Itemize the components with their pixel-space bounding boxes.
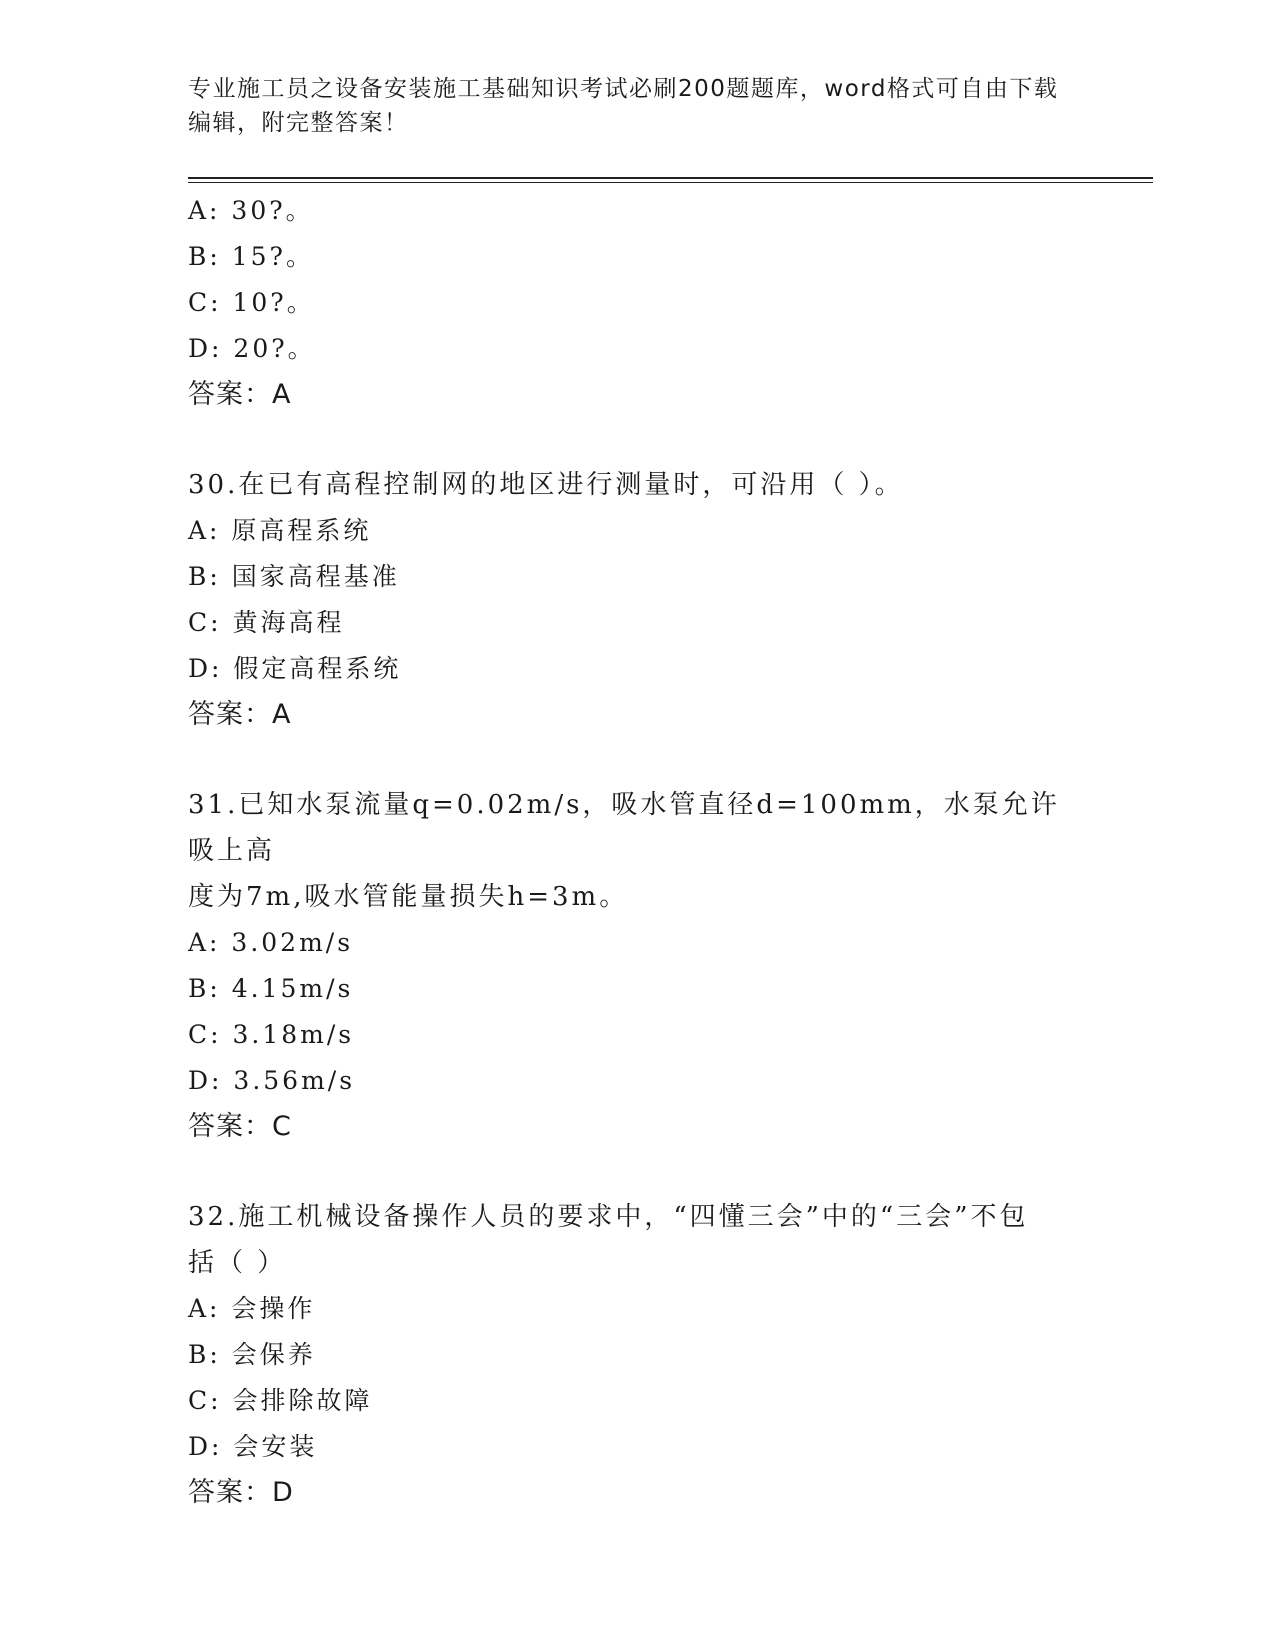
question-stem-line-1: 31.已知水泵流量q=0.02m/s，吸水管直径d=100mm，水泵允许吸上高 [188, 790, 1060, 866]
question-block-32 [188, 1194, 1088, 1516]
question-stem-line-1: 32.施工机械设备操作人员的要求中，“四懂三会”中的“三会”不包 [188, 1202, 1029, 1232]
answer-label: 答案：A [188, 699, 292, 730]
option-d: D: 假定高程系统 [188, 654, 402, 683]
question-list [188, 188, 1088, 1516]
option-c: C: 10?。 [188, 288, 315, 317]
question-block-30 [188, 462, 1088, 738]
question-block-31 [188, 782, 1088, 1150]
option-c: C: 3.18m/s [188, 1020, 355, 1049]
option-b: B: 国家高程基准 [188, 562, 400, 591]
question-stem: 30.在已有高程控制网的地区进行测量时，可沿用（ ）。 [188, 470, 904, 500]
option-b: B: 15?。 [188, 242, 314, 271]
spacer [188, 1150, 1088, 1194]
document-header [188, 72, 1068, 140]
option-b: B: 4.15m/s [188, 974, 354, 1003]
question-stem-line-2: 度为7m,吸水管能量损失h=3m。 [188, 882, 629, 912]
header-title-line-2: 编辑，附完整答案！ [188, 110, 409, 136]
option-b: B: 会保养 [188, 1340, 316, 1369]
answer-label: 答案：C [188, 1111, 292, 1142]
header-title-line-1: 专业施工员之设备安装施工基础知识考试必刷200题题库，word格式可自由下载 [188, 76, 1059, 102]
option-a: A: 30?。 [188, 196, 314, 225]
answer-label: 答案：D [188, 1477, 294, 1508]
option-a: A: 会操作 [188, 1294, 316, 1323]
option-d: D: 20?。 [188, 334, 316, 363]
option-d: D: 会安装 [188, 1432, 318, 1461]
answer-label: 答案：A [188, 379, 292, 410]
option-d: D: 3.56m/s [188, 1066, 356, 1095]
option-c: C: 黄海高程 [188, 608, 345, 637]
option-c: C: 会排除故障 [188, 1386, 373, 1415]
question-block-29 [188, 188, 1088, 418]
option-a: A: 原高程系统 [188, 516, 372, 545]
header-rule-thick [188, 177, 1153, 179]
header-rule-thin [188, 182, 1153, 183]
spacer [188, 738, 1088, 782]
question-stem-line-2: 括（ ） [188, 1248, 287, 1278]
option-a: A: 3.02m/s [188, 928, 354, 957]
spacer [188, 418, 1088, 462]
